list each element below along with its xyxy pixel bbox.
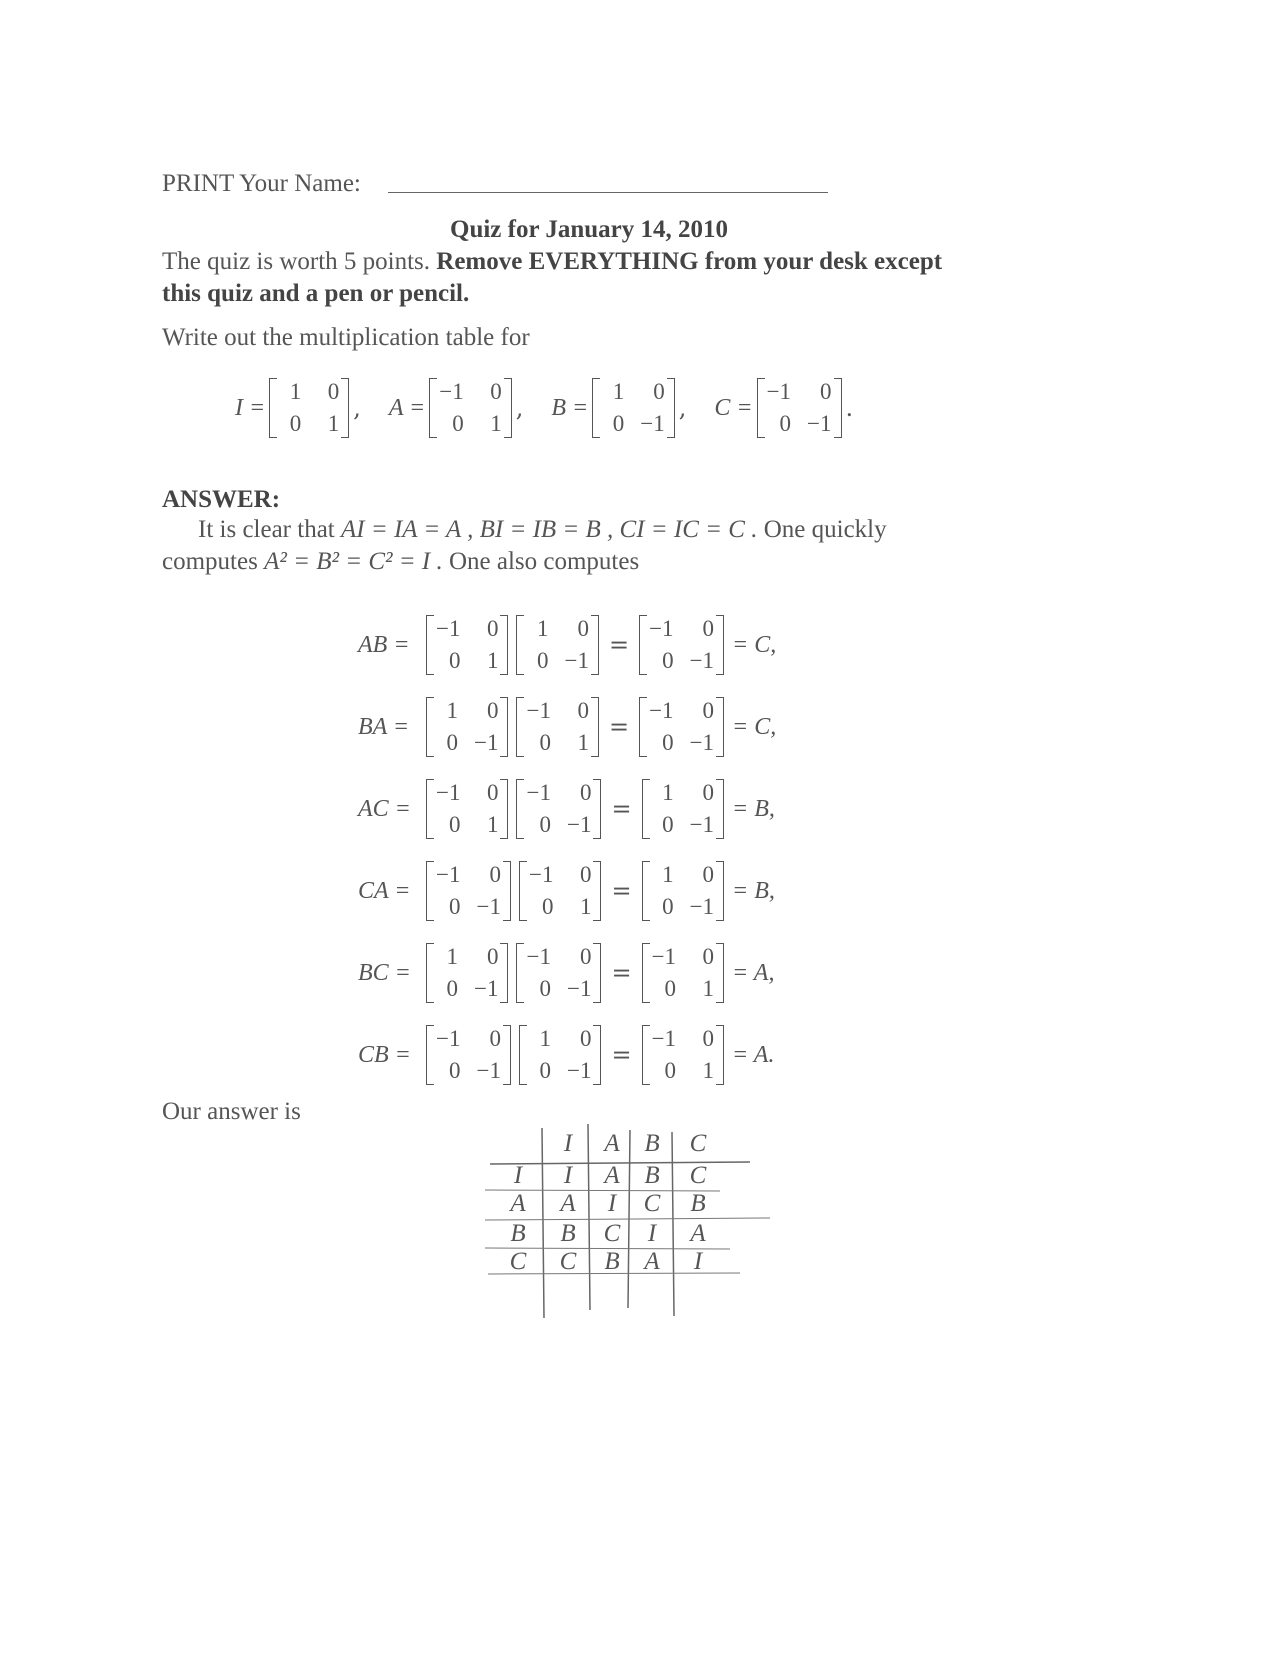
table-header-cell: A [604, 1130, 620, 1157]
matrix-entry: 0 [702, 944, 715, 969]
matrix-entry: −1 [436, 1026, 461, 1051]
matrix-entry: 1 [486, 812, 499, 837]
product-list [358, 604, 776, 1096]
result-matrix [641, 695, 722, 759]
matrix-entry: −1 [476, 1058, 501, 1083]
answer-heading: ANSWER: [162, 486, 281, 513]
matrix-entry: 0 [577, 698, 589, 723]
table-header-cell: C [689, 1130, 707, 1157]
factor-matrix [518, 695, 596, 759]
matrix-entry: 0 [539, 976, 551, 1001]
matrix-entry: 1 [662, 780, 674, 805]
table-cell: A [604, 1162, 620, 1189]
matrix-entry: −1 [689, 812, 715, 837]
matrix-entry: 0 [452, 411, 464, 436]
table-row-header: C [509, 1248, 527, 1275]
table-cell: B [560, 1220, 576, 1247]
matrix-entry: −1 [436, 780, 461, 805]
table-header-cell: I [563, 1130, 573, 1157]
matrix-entry: 0 [579, 780, 592, 805]
matrix-entry: 1 [536, 616, 549, 641]
matrix-entry: 0 [490, 379, 502, 404]
matrix-entry: 0 [779, 411, 792, 436]
table-row-header: I [513, 1162, 523, 1189]
matrix-entry: 0 [486, 780, 499, 805]
matrix-label: A = [388, 394, 426, 421]
matrix-entry: −1 [526, 944, 551, 969]
matrix-entry: 0 [702, 698, 715, 723]
separator: , [353, 394, 361, 422]
product-equation [358, 850, 776, 932]
table-cell: C [603, 1220, 621, 1247]
separator: . [845, 394, 854, 422]
matrix-entry: 0 [327, 379, 340, 404]
matrix-entry: 0 [702, 780, 715, 805]
matrix-entry: −1 [649, 616, 674, 641]
product-result: = A, [732, 959, 775, 986]
factor-matrix [518, 941, 599, 1005]
product-equation [358, 686, 776, 768]
matrix-entry: −1 [436, 616, 461, 641]
matrix-entry: −1 [526, 780, 551, 805]
quiz-title: Quiz for January 14, 2010 [450, 216, 729, 243]
result-matrix [644, 941, 722, 1005]
matrix-entry: 0 [702, 862, 715, 887]
matrix-entry: 1 [446, 698, 458, 723]
matrix-entry: 0 [579, 862, 592, 887]
separator: , [678, 394, 687, 422]
matrix-definitions [235, 376, 881, 440]
answer-line-1 [198, 516, 887, 544]
answer-line-1-math: AI = IA = A , BI = IB = B , CI = IC = C . [341, 516, 758, 543]
answer-line-1-end: One quickly [763, 516, 887, 543]
matrix-definition [235, 376, 361, 440]
factor-matrix [428, 941, 506, 1005]
matrix-entry: −1 [689, 730, 715, 755]
product-result: = A. [732, 1041, 775, 1068]
matrix-entry: 0 [446, 976, 458, 1001]
matrix-entry: 0 [662, 894, 674, 919]
conclusion: Our answer is [162, 1098, 301, 1125]
result-matrix [644, 859, 722, 923]
matrix-definition [551, 376, 686, 440]
matrix-label: I = [235, 394, 266, 421]
product-lhs: CA = [358, 877, 411, 904]
factor-matrix [428, 859, 509, 923]
matrix-entry: −1 [526, 698, 551, 723]
matrix-entry: 0 [579, 944, 592, 969]
matrix-entry: 1 [289, 379, 302, 404]
product-lhs: AC = [358, 795, 411, 822]
answer-line-2-end: One also computes [448, 548, 640, 575]
instructions-line-1 [162, 248, 942, 276]
matrix-entry: 1 [327, 411, 340, 436]
matrix-entry: −1 [474, 976, 499, 1001]
matrix-entry: 0 [446, 730, 458, 755]
matrix-entry: 1 [579, 894, 592, 919]
matrix-entry: 0 [577, 616, 589, 641]
matrix-entry: 1 [702, 976, 715, 1001]
matrix-entry: 0 [820, 379, 832, 404]
table-cell: I [647, 1220, 657, 1247]
product-result: = C, [732, 631, 777, 658]
matrix-entry: 0 [489, 1026, 501, 1051]
table-cell: C [689, 1162, 707, 1189]
equals-sign: = [608, 713, 630, 741]
factor-matrix [521, 1023, 599, 1087]
product-lhs: BA = [358, 713, 410, 740]
matrix-entry: 0 [539, 730, 551, 755]
table-cell: I [563, 1162, 573, 1189]
matrix-entry: 0 [489, 862, 501, 887]
matrix-entry: 0 [486, 944, 499, 969]
matrix-entry: −1 [474, 730, 499, 755]
matrix-entry: −1 [649, 698, 674, 723]
table-cell: C [559, 1248, 577, 1275]
matrix-entry: −1 [807, 411, 832, 436]
matrix-entry: 1 [539, 1026, 551, 1051]
product-lhs: AB = [358, 631, 410, 658]
result-matrix [641, 613, 722, 677]
matrix-entry: −1 [436, 862, 461, 887]
equals-sign: = [611, 959, 632, 987]
matrix-label: B = [551, 394, 589, 421]
matrix-entry: 1 [612, 379, 625, 404]
product-equation [358, 932, 776, 1014]
matrix-definition [389, 376, 524, 440]
matrix-entry: −1 [566, 1058, 592, 1083]
table-cell: B [690, 1190, 706, 1217]
matrix-entry: 1 [446, 944, 458, 969]
matrix-entry: −1 [689, 648, 715, 673]
matrix-entry: 0 [664, 976, 677, 1001]
matrix-entry: 0 [653, 379, 665, 404]
matrix-entry: −1 [640, 411, 665, 436]
table-cell: I [607, 1190, 617, 1217]
matrix [431, 376, 509, 440]
prompt: Write out the multiplication table for [162, 324, 530, 351]
matrix-entry: 0 [448, 1058, 461, 1083]
matrix-entry: 0 [541, 894, 554, 919]
matrix-entry: 0 [662, 730, 674, 755]
matrix-entry: −1 [689, 894, 715, 919]
product-equation [358, 604, 776, 686]
factor-matrix [518, 613, 596, 677]
name-field[interactable] [388, 192, 828, 193]
table-cell: I [693, 1248, 703, 1275]
instructions-line-2: this quiz and a pen or pencil. [162, 280, 470, 307]
matrix-entry: −1 [566, 812, 592, 837]
answer-line-2 [162, 548, 639, 576]
separator: , [515, 394, 524, 422]
equals-sign: = [611, 877, 632, 905]
matrix [759, 376, 840, 440]
matrix-entry: 1 [662, 862, 674, 887]
equals-sign: = [611, 1041, 632, 1069]
equals-sign: = [611, 795, 632, 823]
matrix-entry: 0 [702, 1026, 715, 1051]
table-cell: A [690, 1220, 706, 1247]
matrix-label: C = [714, 394, 753, 421]
matrix-entry: 0 [536, 648, 549, 673]
matrix [271, 376, 347, 440]
product-lhs: BC = [358, 959, 411, 986]
matrix-entry: −1 [476, 894, 501, 919]
factor-matrix [428, 695, 506, 759]
matrix-entry: 0 [579, 1026, 592, 1051]
factor-matrix [428, 613, 506, 677]
matrix-entry: −1 [651, 1026, 677, 1051]
matrix-entry: 0 [539, 1058, 551, 1083]
matrix-entry: 0 [539, 812, 551, 837]
factor-matrix [428, 1023, 509, 1087]
table-row-header: A [510, 1190, 526, 1217]
matrix [594, 376, 672, 440]
instructions-plain: The quiz is worth 5 points. [162, 248, 431, 275]
matrix-entry: 0 [486, 616, 499, 641]
matrix-entry: 0 [664, 1058, 677, 1083]
matrix-entry: 1 [577, 730, 589, 755]
matrix-entry: 1 [490, 411, 502, 436]
product-equation [358, 1014, 776, 1096]
answer-line-1-text: It is clear that [198, 516, 335, 543]
multiplication-table [480, 1120, 780, 1320]
name-label: PRINT Your Name: [162, 170, 361, 197]
matrix-entry: 0 [448, 812, 461, 837]
matrix-entry: 0 [612, 411, 625, 436]
product-lhs: CB = [358, 1041, 411, 1068]
matrix-entry: 0 [702, 616, 715, 641]
matrix-entry: −1 [651, 944, 677, 969]
matrix-entry: −1 [439, 379, 464, 404]
table-cell: B [604, 1248, 620, 1275]
table-cell: A [644, 1248, 660, 1275]
matrix-entry: 0 [448, 648, 461, 673]
table-row-header: B [510, 1220, 526, 1247]
matrix-entry: 0 [662, 648, 674, 673]
matrix-entry: −1 [566, 976, 592, 1001]
table-cell: A [560, 1190, 576, 1217]
table-cell: B [644, 1162, 660, 1189]
matrix-entry: −1 [766, 379, 792, 404]
matrix-entry: 0 [486, 698, 499, 723]
product-equation [358, 768, 776, 850]
instructions-bold-1: Remove EVERYTHING from your desk except [436, 248, 943, 275]
matrix-entry: −1 [528, 862, 554, 887]
table-header-cell: B [644, 1130, 660, 1157]
answer-line-2-math: A² = B² = C² = I . [264, 548, 443, 575]
matrix-entry: 1 [486, 648, 499, 673]
factor-matrix [518, 777, 599, 841]
matrix-definition [714, 376, 853, 440]
matrix-entry: 0 [448, 894, 461, 919]
result-matrix [644, 1023, 722, 1087]
matrix-entry: 0 [289, 411, 302, 436]
product-result: = B, [732, 795, 775, 822]
equals-sign: = [608, 631, 630, 659]
factor-matrix [521, 859, 599, 923]
answer-line-2-text: computes [162, 548, 258, 575]
product-result: = B, [732, 877, 775, 904]
result-matrix [644, 777, 722, 841]
matrix-entry: 0 [662, 812, 674, 837]
factor-matrix [428, 777, 506, 841]
matrix-entry: 1 [702, 1058, 715, 1083]
table-cell: C [643, 1190, 661, 1217]
matrix-entry: −1 [564, 648, 589, 673]
product-result: = C, [732, 713, 777, 740]
